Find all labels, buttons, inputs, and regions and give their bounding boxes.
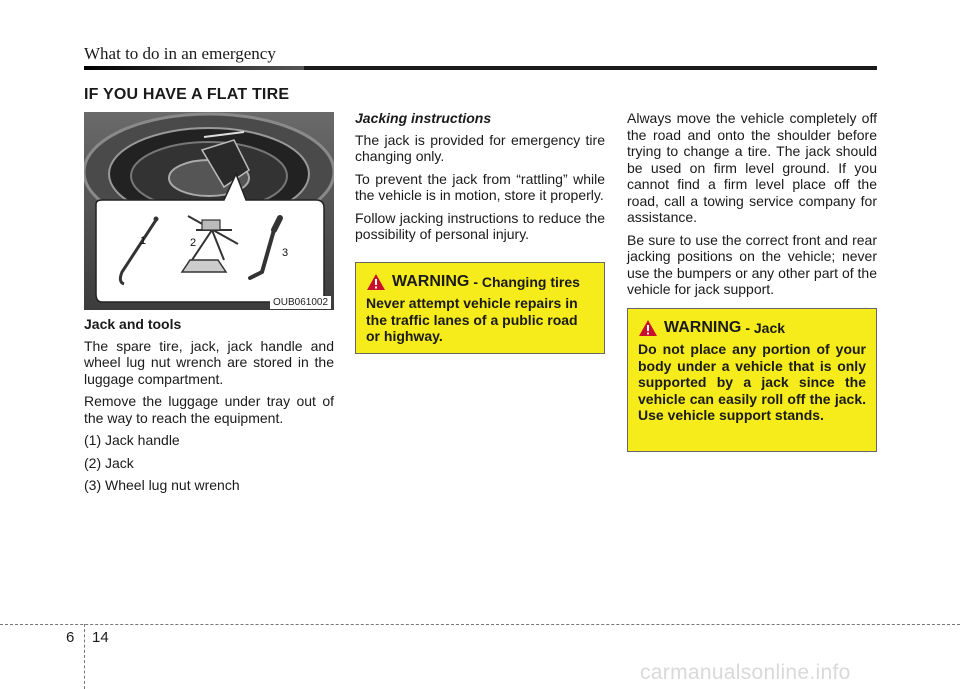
chapter-number: 6 <box>66 629 75 646</box>
figure-code: OUB061002 <box>270 296 331 309</box>
subheading-jacking-instructions: Jacking instructions <box>355 110 492 126</box>
watermark: carmanualsonline.info <box>640 661 851 684</box>
warning-label: WARNING <box>392 273 470 290</box>
warning-topic: - Changing tires <box>473 274 580 290</box>
figure-callout-1: 1 <box>140 235 147 247</box>
column-2 <box>355 110 605 249</box>
warning-box-jack <box>627 308 877 452</box>
paragraph: Remove the luggage under tray out of the way to reach the equipment. <box>84 393 334 426</box>
warning-topic: - Jack <box>745 320 786 336</box>
warning-header <box>638 319 866 337</box>
spare-tire-illustration <box>84 112 334 310</box>
warning-triangle-icon <box>366 273 386 291</box>
header-rule-accent <box>84 66 304 70</box>
list-item: (2) Jack <box>84 454 134 471</box>
warning-text: Do not place any portion of your body under a vehicle that is only supported by a jack since the vehicle can easily roll off the jack. Use vehicle support stands. <box>638 341 866 423</box>
warning-header <box>366 273 594 291</box>
section-title: IF YOU HAVE A FLAT TIRE <box>84 86 290 103</box>
paragraph: To prevent the jack from “rattling” while the vehicle is in motion, store it properly. <box>355 170 605 203</box>
figure-callout-3: 3 <box>282 247 289 259</box>
warning-triangle-icon <box>638 319 658 337</box>
warning-label: WARNING <box>664 319 742 336</box>
list-item: (1) Jack handle <box>84 432 180 448</box>
paragraph: The spare tire, jack, jack handle and wheel lug nut wrench are stored in the luggage compartment. <box>84 337 334 387</box>
paragraph: Be sure to use the correct front and rear jacking positions on the vehicle; never use the bumpers or any other part of the vehicle for jack support. <box>627 231 877 297</box>
figure-callout-2: 2 <box>190 237 197 249</box>
warning-text: Never attempt vehicle repairs in the traffic lanes of a public road or highway. <box>366 295 578 344</box>
warning-box-changing-tires <box>355 262 605 354</box>
footer-rule <box>0 624 960 625</box>
subheading-jack-and-tools: Jack and tools <box>84 316 182 332</box>
paragraph: The jack is provided for emergency tire changing only. <box>355 131 605 164</box>
footer-divider <box>84 624 85 689</box>
paragraph: Follow jacking instructions to reduce the possibility of personal injury. <box>355 209 605 242</box>
column-1 <box>84 316 334 500</box>
paragraph: Always move the vehicle completely off the road and onto the shoulder before trying to change a tire. The jack should be used on firm level ground. If you cannot find a firm level place off the road, call a towing service company for assistance. <box>627 110 877 225</box>
header-title: What to do in an emergency <box>84 44 276 63</box>
page-number: 14 <box>92 629 109 646</box>
list-item: (3) Wheel lug nut wrench <box>84 477 240 493</box>
column-3 <box>627 110 877 304</box>
spare-tire-figure <box>84 112 334 310</box>
